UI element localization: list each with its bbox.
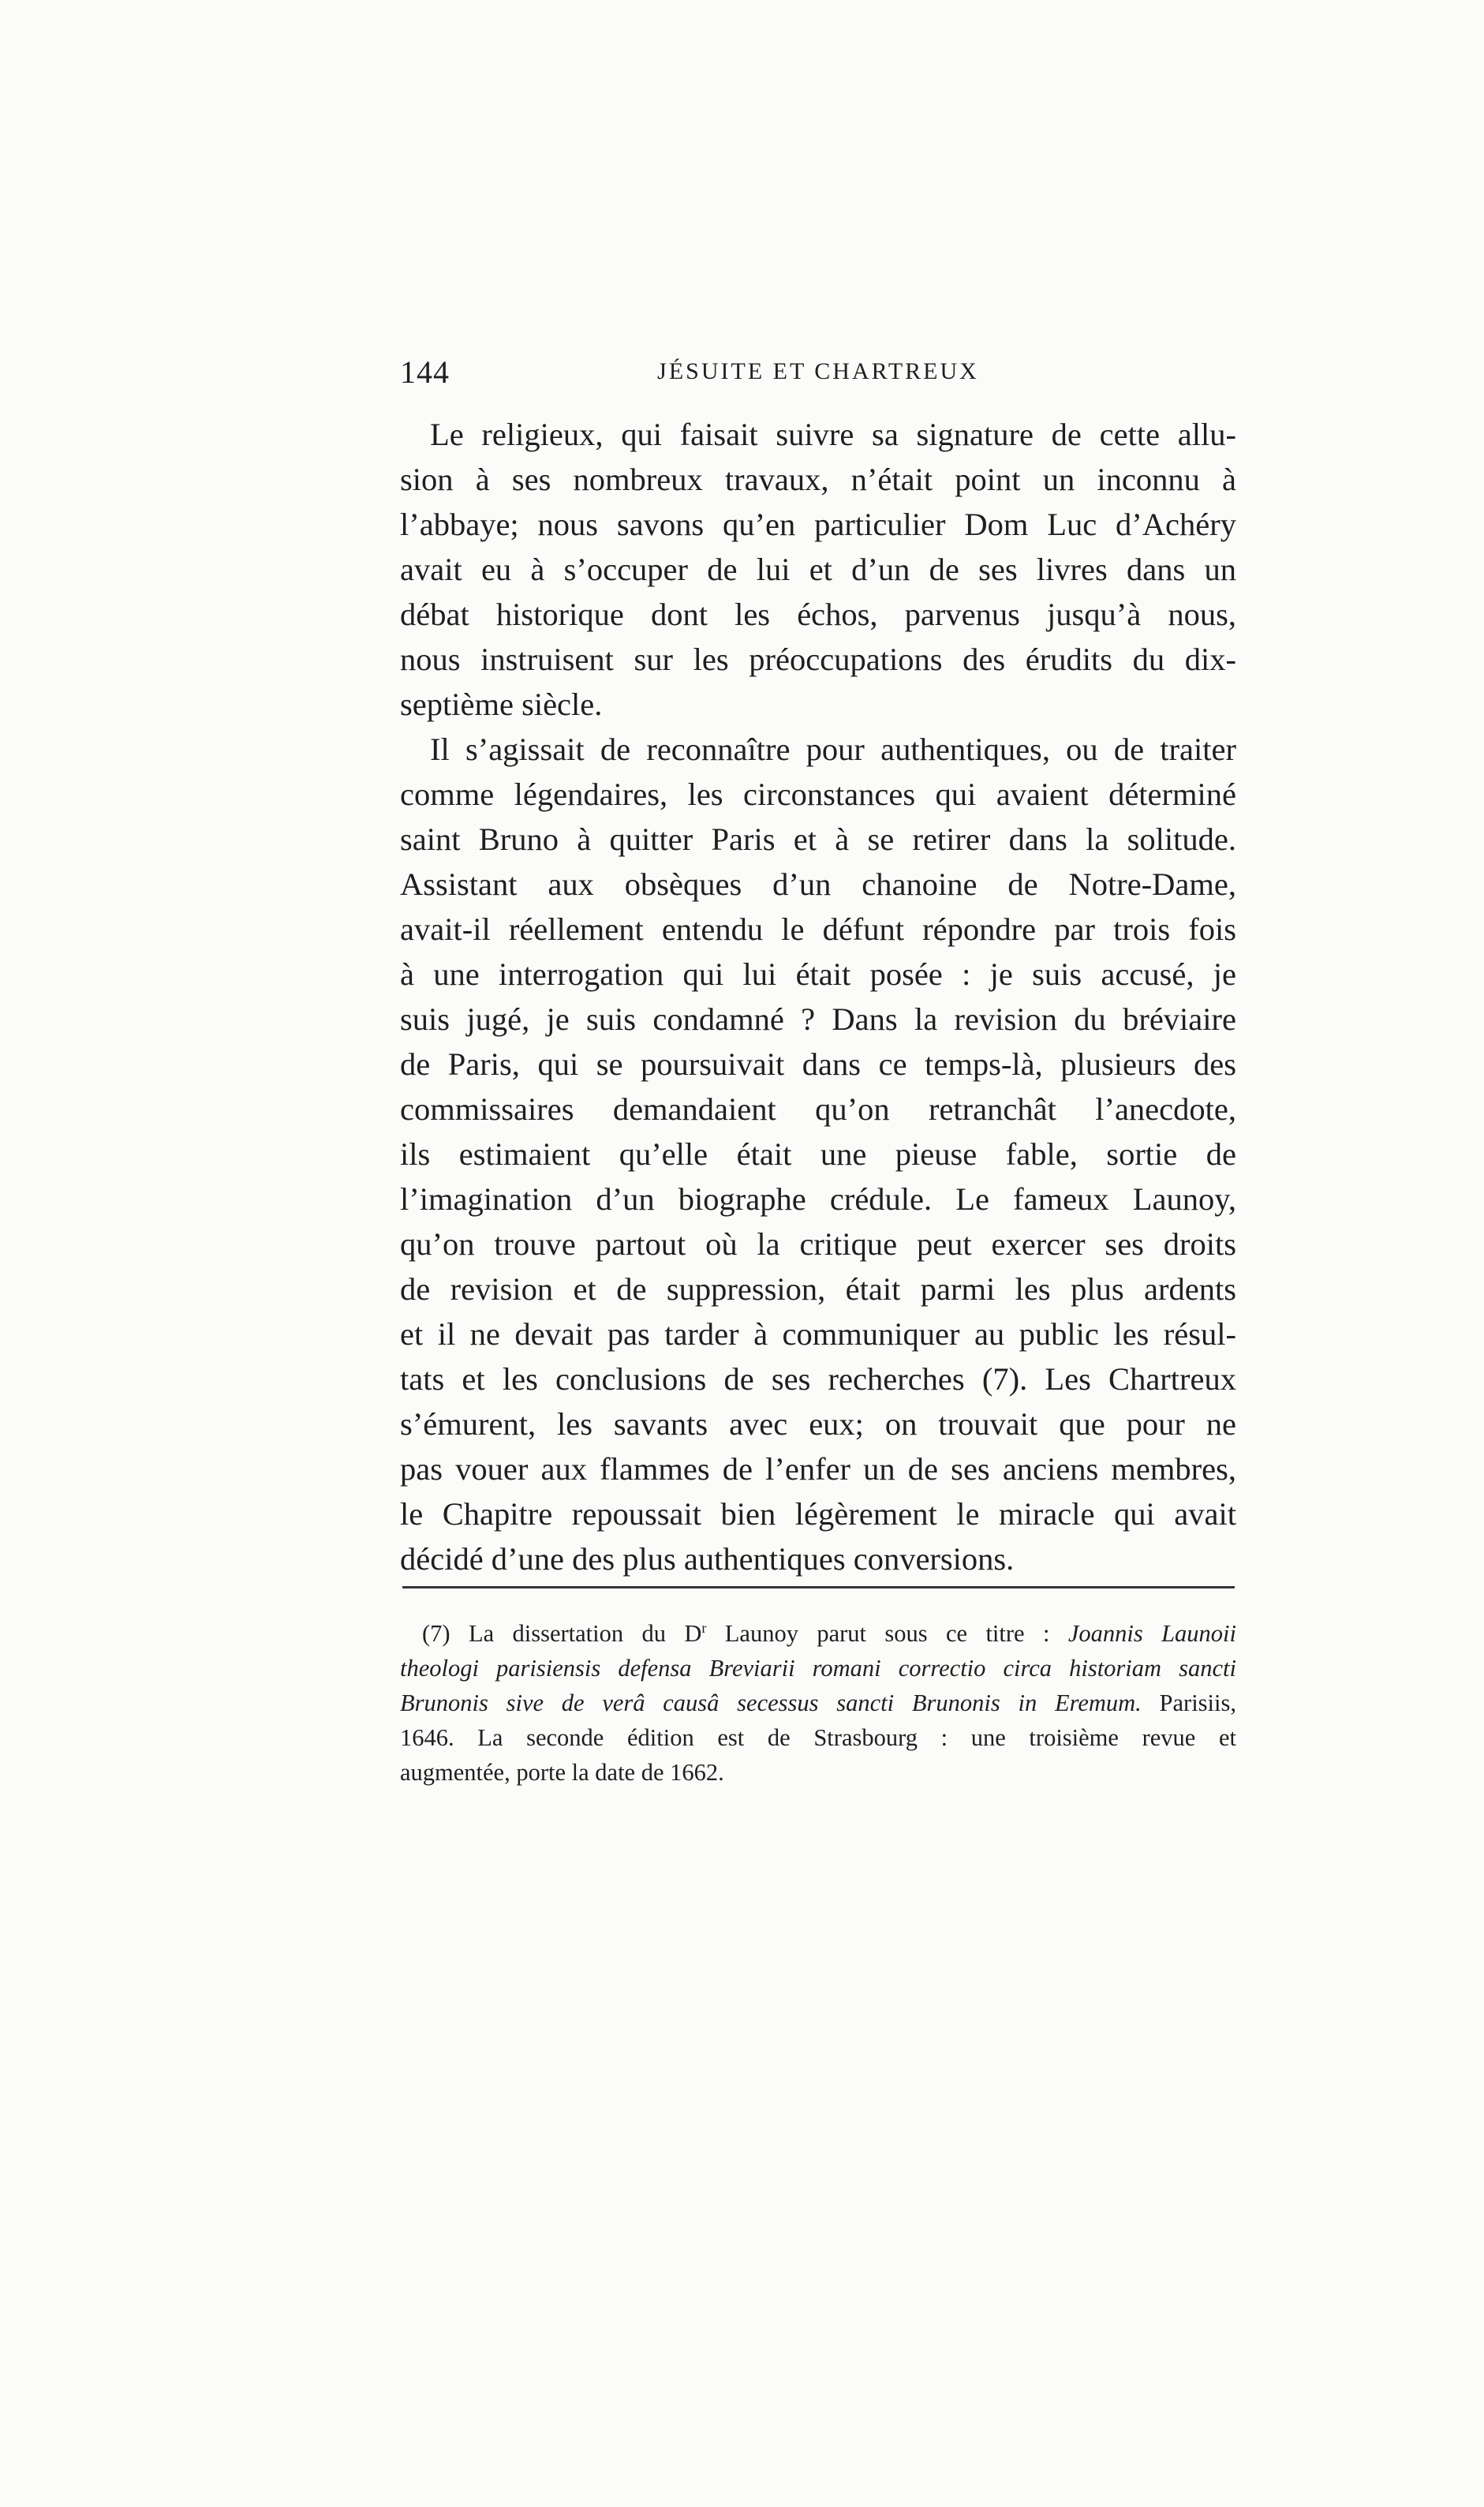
text-line: Il s’agissait de reconnaître pour authentiques, ou de traiter: [430, 732, 1236, 767]
text-line: nous instruisent sur les préoccupations des érudits du dix-: [400, 642, 1236, 677]
text-line: Le religieux, qui faisait suivre sa signature de cette allu-: [430, 417, 1236, 452]
footnote-title-text: Brunonis sive de verâ causâ secessus sancti Brunonis in Eremum.: [400, 1689, 1142, 1716]
text-line: commissaires demandaient qu’on retranchât l’anecdote,: [400, 1091, 1236, 1127]
text-line: débat historique dont les échos, parvenus jusqu’à nous,: [400, 597, 1236, 632]
text-line: s’émurent, les savants avec eux; on trouvait que pour ne: [400, 1406, 1236, 1442]
footnote-text: Parisiis,: [1141, 1689, 1236, 1716]
footnote-title-text: Joannis Launoii: [1067, 1620, 1237, 1647]
footnote-text: (7) La dissertation du D: [422, 1620, 702, 1647]
text-line: suis jugé, je suis condamné ? Dans la revision du bréviaire: [400, 1001, 1236, 1037]
text-line: et il ne devait pas tarder à communiquer au public les résul-: [400, 1316, 1236, 1352]
page-header: [400, 354, 1236, 401]
text-line: comme légendaires, les circonstances qui avaient déterminé: [400, 776, 1236, 812]
footnote-line: theologi parisiensis defensa Breviarii romani correctio circa historiam sancti: [400, 1655, 1236, 1682]
footnote-divider: [402, 1586, 1235, 1588]
text-line: saint Bruno à quitter Paris et à se retirer dans la solitude.: [400, 821, 1236, 857]
text-line: de Paris, qui se poursuivait dans ce temps-là, plusieurs des: [400, 1046, 1236, 1082]
text-line: à une interrogation qui lui était posée : je suis accusé, je: [400, 956, 1236, 992]
text-line: qu’on trouve partout où la critique peut exercer ses droits: [400, 1226, 1236, 1262]
text-line: Assistant aux obsèques d’un chanoine de Notre-Dame,: [400, 866, 1236, 902]
text-line: le Chapitre repoussait bien légèrement le miracle qui avait: [400, 1496, 1236, 1532]
text-line: tats et les conclusions de ses recherches (7). Les Chartreux: [400, 1361, 1236, 1397]
footnote-superscript: r: [701, 1619, 707, 1636]
text-line: avait eu à s’occuper de lui et d’un de ses livres dans un: [400, 552, 1236, 587]
text-line: avait-il réellement entendu le défunt répondre par trois fois: [400, 911, 1236, 947]
text-line: septième siècle.: [400, 687, 603, 722]
text-line: l’abbaye; nous savons qu’en particulier Dom Luc d’Achéry: [400, 507, 1236, 542]
footnote-text: Launoy parut sous ce titre :: [706, 1620, 1068, 1647]
text-line: décidé d’une des plus authentiques conversions.: [400, 1541, 1015, 1577]
running-title: JÉSUITE ET CHARTREUX: [657, 358, 979, 384]
main-text: [400, 412, 1236, 1581]
text-line: ils estimaient qu’elle était une pieuse fable, sortie de: [400, 1136, 1236, 1172]
text-line: pas vouer aux flammes de l’enfer un de ses anciens membres,: [400, 1451, 1236, 1487]
footnote: [400, 1616, 1236, 1790]
footnote-line: [400, 1616, 1236, 1651]
text-line: sion à ses nombreux travaux, n’était point un inconnu à: [400, 462, 1236, 497]
page-number: 144: [400, 354, 450, 390]
footnote-line: 1646. La seconde édition est de Strasbourg : une troisième revue et: [400, 1724, 1236, 1751]
footnote-line: augmentée, porte la date de 1662.: [400, 1759, 724, 1786]
text-line: de revision et de suppression, était parmi les plus ardents: [400, 1271, 1236, 1307]
footnote-line: [400, 1686, 1236, 1720]
text-line: l’imagination d’un biographe crédule. Le fameux Launoy,: [400, 1181, 1236, 1217]
